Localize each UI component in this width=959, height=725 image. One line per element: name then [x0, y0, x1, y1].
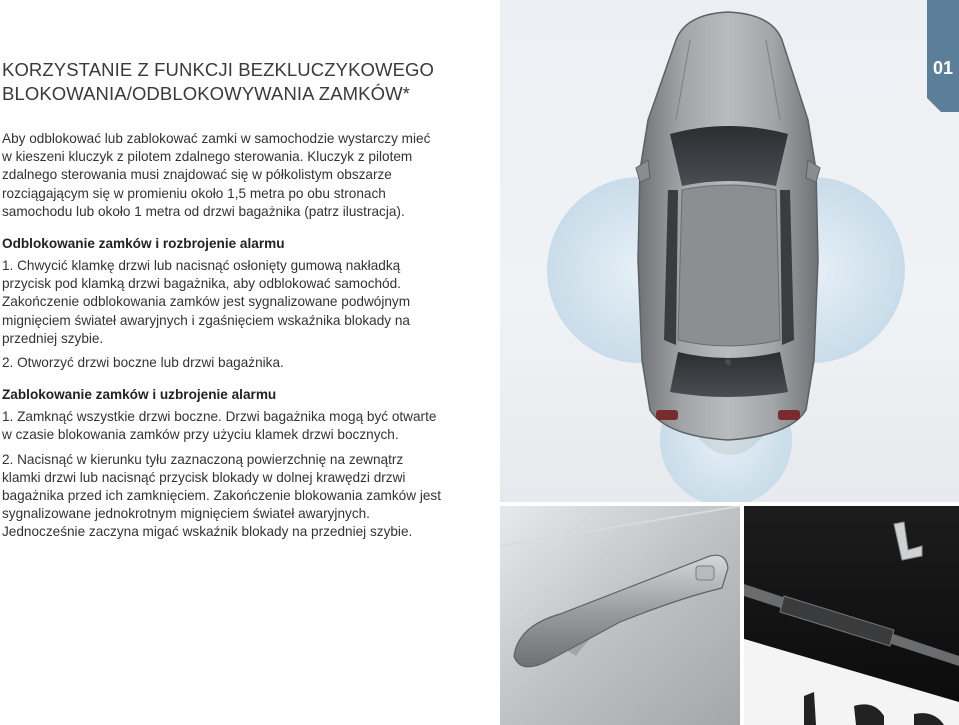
- page-title: KORZYSTANIE Z FUNKCJI BEZKLUCZYKOWEGO BLOKOWANIA/ODBLOKOWYWANIA ZAMKÓW*: [2, 59, 434, 104]
- tailgate-button-photo: [744, 506, 959, 725]
- rear-window: [670, 352, 788, 397]
- text-column: [2, 58, 442, 548]
- intro-paragraph: Aby odblokować lub zablokować zamki w samochodzie wystarczy mieć w kieszeni kluczyk z pilotem zdalnego sterowania. Kluczyk z pilotem zdalnego sterowania musi znajdować się w półkolistym obszarze rozciągającym się w promieniu około 1,5 metra po obu stronach samochodu lub około 1 metra od drzwi bagażnika (patrz ilustracja).: [2, 131, 431, 219]
- unlock-step-2: 2. Otworzyć drzwi boczne lub drzwi bagażnika.: [2, 355, 284, 371]
- lock-heading: Zablokowanie zamków i uzbrojenie alarmu: [2, 387, 277, 403]
- car-keyless-zone-illustration: [500, 0, 959, 502]
- lock-step-2: 2. Nacisnąć w kierunku tyłu zaznaczoną powierzchnię na zewnątrz klamki drzwi lub nacisnąć przycisk blokady w dolnej krawędzi drzwi bagażnika przed ich zamknięciem. Zakończenie blokowania zamków jest sygnalizowane jednokrotnym mignięciem świateł awaryjnych. Jednocześnie zaczyna migać wskaźnik blokady na przedniej szybie.: [2, 451, 441, 540]
- lock-step-1: 1. Zamknąć wszystkie drzwi boczne. Drzwi bagażnika mogą być otwarte w czasie blokowania zamków przy użyciu klamek drzwi bocznych.: [2, 409, 437, 443]
- unlock-heading: Odblokowanie zamków i rozbrojenie alarmu: [2, 236, 285, 252]
- door-handle-photo: [500, 506, 740, 725]
- roof: [678, 185, 780, 346]
- lock-touch-area: [696, 566, 714, 580]
- unlock-step-1: 1. Chwycić klamkę drzwi lub nacisnąć osłonięty gumową nakładką przycisk pod klamką drzwi bagażnika, aby odblokować samochód. Zakończenie odblokowania zamków jest sygnalizowane podwójnym mignięciem świateł awaryjnych i zgaśnięciem wskaźnika blokady na przedniej szybie.: [2, 258, 411, 346]
- chapter-number: 01: [932, 58, 954, 78]
- windshield: [670, 126, 788, 186]
